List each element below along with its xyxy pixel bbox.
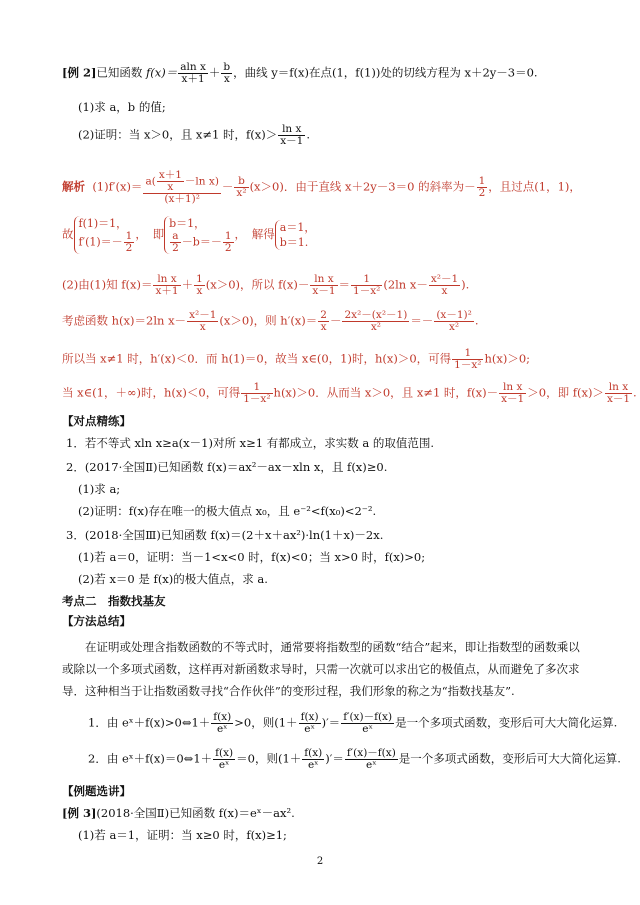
example3-statement: [例 3](2018·全国Ⅱ)已知函数 f(x)＝eˣ－ax². (62, 806, 295, 820)
fraction: $\frac{\text{ln x}}{x-1}$ (280, 123, 304, 147)
solution-line-5: 所以当 x≠1 时，h′(x)＜0．而 h(1)＝0，故当 x∈(0，1)时，h(x)＞0，可得 $\frac{1}{\text{1－x²}}$ h(x)＞0; (62, 347, 531, 371)
equation-system: f(1)＝1， f′(1)＝－ $\frac{1}{2}$ (74, 216, 136, 254)
solution-line-4: 考虑函数 h(x)＝2ln x－ $\frac{\text{x²－1}}{x}$ (x＞0)，则 h′(x)＝ $\frac{2}{x}$ － $\frac{\text{2x²－(x²－1)}}{\text{x²}}$ ＝－ $\frac{\text{(x－1)²}}{\text{x²}}$ . (62, 309, 479, 333)
section-title: 考点二 指数找基友 (62, 594, 166, 608)
example2-question2: (2)证明：当 x＞0，且 x≠1 时，f(x)＞ $\frac{\text{ln x}}{x-1}$ . (78, 123, 310, 147)
solution-line-1: 解析 (1)f′(x)＝ a( $\frac{x+1}{x}$ －ln x) (x＋1)² － $\frac{b}{\text{x²}}$ (x＞0)．由于直线 x＋2y－3＝0 的斜率为－ $\frac{1}{2}$ ，且过点(1，1)， (62, 169, 581, 205)
solution-label: 解析 (62, 179, 85, 194)
equation-system: a＝1， b＝1. (275, 220, 316, 250)
fraction: $\frac{b}{x}$ (223, 61, 231, 85)
page-number: 2 (316, 856, 324, 867)
fraction: $\frac{b}{\text{x²}}$ (236, 175, 247, 199)
practice-item-2-part2: (2)证明：f(x)存在唯一的极大值点 x₀，且 e⁻²<f(x₀)<2⁻². (78, 504, 377, 518)
method-paragraph: 在证明或处理含指数函数的不等式时，通常要将指数型的函数“结合”起来，即让指数型的函数乘以或除以一个多项式函数，这样再对新函数求导时，只需一次就可以求出它的极值点，从而避免了多次求导．这种相当于让指数函数寻找“合作伙伴”的变形过程，我们形象的称之为“指数找基友”. (62, 640, 580, 698)
example3-question1: (1)若 a＝1，证明：当 x≥0 时，f(x)≥1; (78, 828, 287, 842)
method-item-2: 2．由 eˣ＋f(x)＝0⇔1＋ $\frac{f(x)}{\text{eˣ}}$ ＝0，则(1＋ $\frac{f(x)}{\text{eˣ}}$ )′＝ $\frac{f'(x)-f(x)}{\text{eˣ}}$ 是一个多项式函数，变形后可大大简化运算. (88, 747, 621, 771)
practice-item-3: 3．(2018·全国Ⅲ)已知函数 f(x)＝(2＋x＋ax²)·ln(1＋x)－2x. (66, 528, 384, 542)
example2-statement: [例 2]已知函数 f(x)＝ $\frac{\text{aln x}}{x+1}$ ＋ $\frac{b}{x}$ ，曲线 y＝f(x)在点(1，f(1))处的切线方程为 x＋2y－3＝0. (62, 61, 538, 85)
method-heading: 【方法总结】 (62, 614, 131, 628)
fraction: a( $\frac{x+1}{x}$ －ln x) (x＋1)² (145, 169, 219, 205)
solution-line-6: 当 x∈(1，＋∞)时，h(x)＜0，可得 $\frac{1}{\text{1－x²}}$ h(x)＞0．从而当 x＞0，且 x≠1 时，f(x)－ $\frac{\text{ln x}}{x-1}$ ＞0，即 f(x)＞ $\frac{\text{ln x}}{x-1}$ . (62, 381, 637, 405)
practice-heading: 【对点精练】 (62, 414, 131, 428)
practice-item-2: 2．(2017·全国Ⅱ)已知函数 f(x)＝ax²－ax－xln x，且 f(x)≥0. (66, 460, 388, 474)
equation-system: b＝1， $\frac{a}{2}$ －b＝－ $\frac{1}{2}$ (164, 216, 234, 254)
fraction: $\frac{1}{2}$ (478, 175, 486, 199)
practice-item-2-part1: (1)求 a; (78, 482, 121, 496)
solution-line-2: 故f(1)＝1， f′(1)＝－ $\frac{1}{2}$ ， 即b＝1， $\frac{a}{2}$ －b＝－ $\frac{1}{2}$ ， 解得 a＝1， b＝1. (62, 217, 316, 254)
practice-item-3-part2: (2)若 x＝0 是 f(x)的极大值点，求 a. (78, 572, 268, 586)
solution-line-3: (2)由(1)知 f(x)＝ $\frac{\text{ln x}}{x+1}$ ＋ $\frac{1}{x}$ (x＞0)，所以 f(x)－ $\frac{\text{ln x}}{x-1}$ ＝ $\frac{1}{\text{1－x²}}$ (2ln x－ $\frac{\text{x²－1}}{x}$ ). (62, 273, 470, 297)
method-item-1: 1．由 eˣ＋f(x)>0⇔1＋ $\frac{f(x)}{\text{eˣ}}$ >0，则(1＋ $\frac{f(x)}{\text{eˣ}}$ )′＝ $\frac{f'(x)-f(x)}{\text{eˣ}}$ 是一个多项式函数，变形后可大大简化运算. (88, 711, 618, 735)
fraction: $\frac{\text{aln x}}{x+1}$ (180, 61, 206, 85)
practice-item-1: 1．若不等式 xln x≥a(x－1)对所 x≥1 有都成立，求实数 a 的取值范围. (66, 436, 435, 450)
example-label: [例 3] (62, 806, 97, 820)
examples-heading: 【例题选讲】 (62, 784, 131, 798)
practice-item-3-part1: (1)若 a＝0，证明：当－1<x<0 时，f(x)<0；当 x>0 时，f(x)>0; (78, 550, 426, 564)
example-label: [例 2] (62, 65, 97, 80)
example2-question1: (1)求 a，b 的值; (78, 100, 166, 114)
